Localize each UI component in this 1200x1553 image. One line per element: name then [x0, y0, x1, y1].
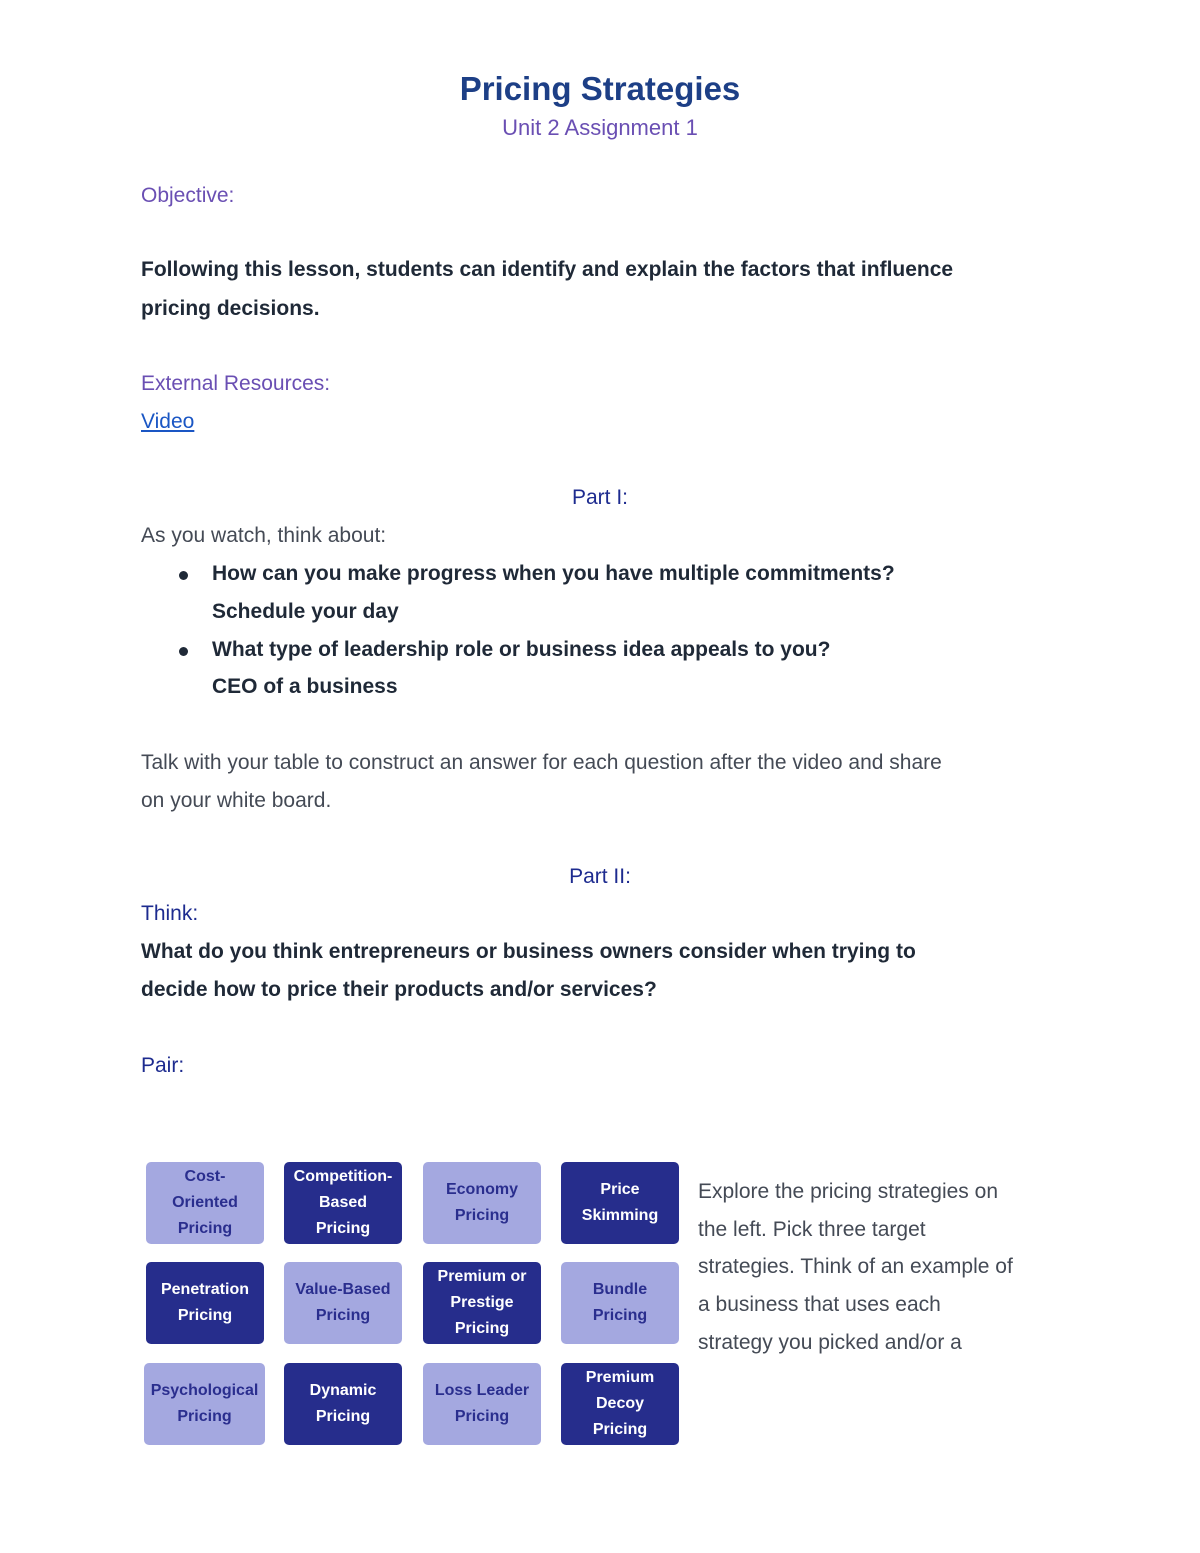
objective-text-line1: Following this lesson, students can identify and explain the factors that influence [141, 258, 954, 281]
part1-heading: Part I: [571, 486, 629, 509]
explore-line: Explore the pricing strategies on [698, 1180, 998, 1203]
answer-2: CEO of a business [212, 675, 398, 698]
talk-instruction-line1: Talk with your table to construct an answer for each question after the video and share [141, 751, 942, 774]
part2-heading: Part II: [569, 865, 631, 888]
question-1: How can you make progress when you have multiple commitments? [212, 562, 895, 585]
strategy-label: Competition- Based Pricing [293, 1168, 393, 1237]
strategy-tile [561, 1262, 679, 1344]
strategy-tile [423, 1262, 541, 1344]
answer-1: Schedule your day [212, 600, 399, 623]
objective-text-line2: pricing decisions. [141, 297, 320, 320]
strategy-label: Penetration Pricing [160, 1281, 249, 1324]
strategy-label: Value-Based Pricing [295, 1281, 391, 1324]
explore-line: the left. Pick three target [698, 1217, 926, 1241]
video-link[interactable]: Video [141, 410, 195, 433]
page-subtitle: Unit 2 Assignment 1 [502, 115, 698, 140]
talk-instruction-line2: on your white board. [141, 789, 332, 812]
bullet-icon [179, 647, 188, 656]
think-question-line1: What do you think entrepreneurs or business owners consider when trying to [141, 940, 916, 963]
strategy-tile [561, 1162, 679, 1244]
bullet-icon [179, 571, 188, 580]
strategy-label: Bundle Pricing [592, 1281, 648, 1324]
strategy-label: Premium Decoy Pricing [585, 1369, 655, 1438]
explore-line: strategies. Think of an example of [698, 1255, 1013, 1279]
strategy-label: Dynamic Pricing [309, 1382, 377, 1425]
strategy-tile [144, 1363, 265, 1445]
think-label: Think: [141, 902, 199, 925]
strategy-tile [561, 1363, 679, 1445]
objective-label: Objective: [141, 184, 235, 207]
strategy-tile [284, 1363, 402, 1445]
external-resources-label: External Resources: [141, 372, 331, 395]
strategy-label: Economy Pricing [445, 1181, 518, 1224]
pair-label: Pair: [141, 1054, 185, 1077]
strategy-label: Psychological Pricing [150, 1382, 259, 1425]
part1-intro: As you watch, think about: [141, 524, 387, 547]
explore-line: strategy you picked and/or a [698, 1330, 962, 1354]
strategy-tile [146, 1162, 264, 1244]
question-2: What type of leadership role or business idea appeals to you? [212, 638, 831, 661]
strategy-label: Price Skimming [581, 1181, 659, 1224]
strategy-label: Premium or Prestige Pricing [437, 1268, 527, 1337]
explore-instructions [698, 1173, 1068, 1362]
page-title: Pricing Strategies [459, 70, 741, 107]
strategy-tile [284, 1162, 402, 1244]
strategy-tile [146, 1262, 264, 1344]
think-question-line2: decide how to price their products and/or services? [141, 978, 657, 1001]
explore-line: a business that uses each [698, 1293, 941, 1317]
strategy-tile [284, 1262, 402, 1344]
strategy-label: Loss Leader Pricing [434, 1382, 530, 1425]
strategy-tile [423, 1363, 541, 1445]
strategy-label: Cost- Oriented Pricing [172, 1168, 238, 1237]
strategy-tile [423, 1162, 541, 1244]
